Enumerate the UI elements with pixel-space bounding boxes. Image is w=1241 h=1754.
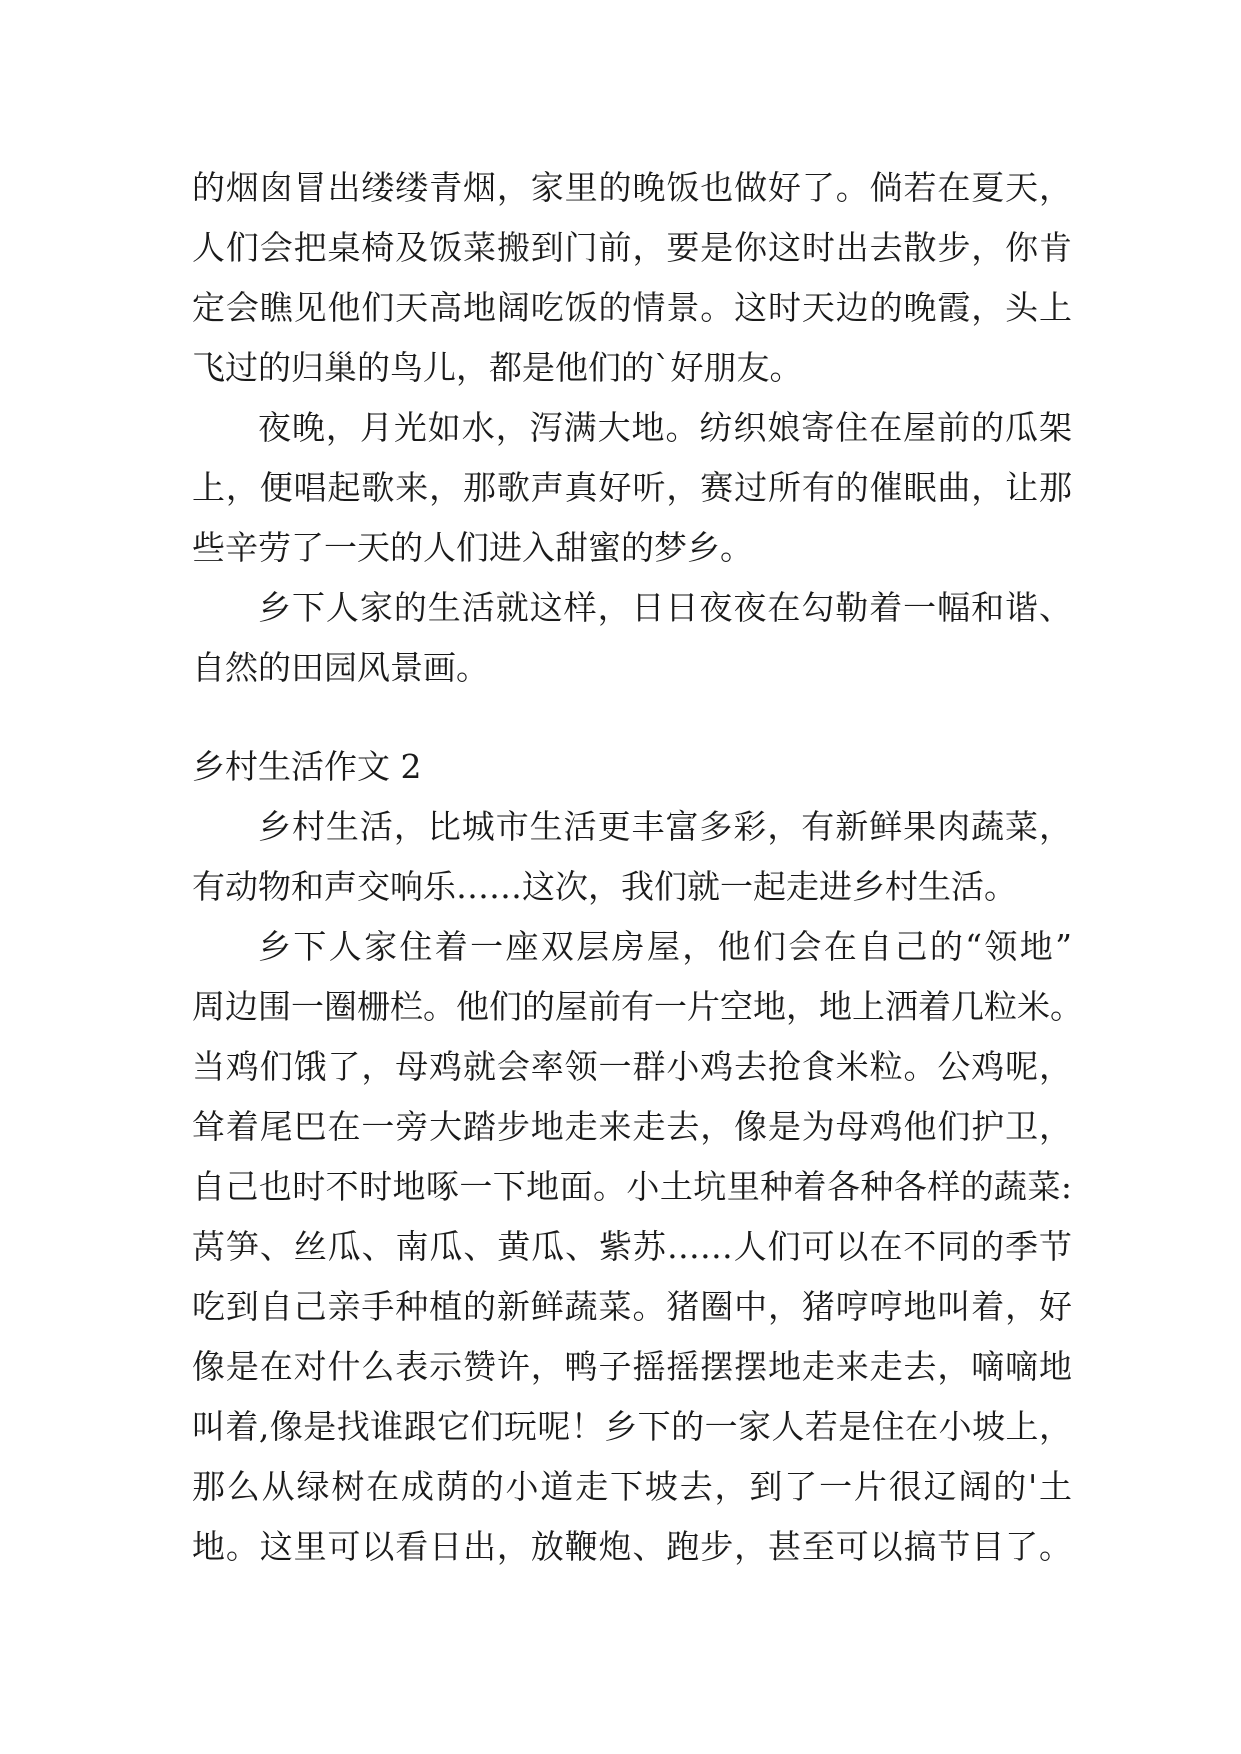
text-line: 莴笋、丝瓜、南瓜、黄瓜、紫苏……人们可以在不同的季节 xyxy=(192,1227,1072,1266)
text-line: 乡下人家住着一座双层房屋，他们会在自己的“领地” xyxy=(258,927,1072,966)
text-line: 地。这里可以看日出，放鞭炮、跑步，甚至可以搞节目了。 xyxy=(192,1527,1072,1566)
text-line: 些辛劳了一天的人们进入甜蜜的梦乡。 xyxy=(192,528,753,567)
section-title: 乡村生活作文 2 xyxy=(192,747,422,786)
text-line: 上，便唱起歌来，那歌声真好听，赛过所有的催眠曲，让那 xyxy=(192,468,1072,507)
text-line: 当鸡们饿了，母鸡就会率领一群小鸡去抢食米粒。公鸡呢， xyxy=(192,1047,1072,1086)
text-line: 叫着,像是找谁跟它们玩呢！乡下的一家人若是住在小坡上， xyxy=(192,1407,1072,1446)
text-line: 定会瞧见他们天高地阔吃饭的情景。这时天边的晚霞，头上 xyxy=(192,288,1072,327)
text-line: 有动物和声交响乐……这次，我们就一起走进乡村生活。 xyxy=(192,867,1017,906)
text-line: 那么从绿树在成荫的小道走下坡去，到了一片很辽阔的'土 xyxy=(192,1467,1072,1506)
text-line: 人们会把桌椅及饭菜搬到门前，要是你这时出去散步，你肯 xyxy=(192,228,1072,267)
text-line: 周边围一圈栅栏。他们的屋前有一片空地，地上洒着几粒米。 xyxy=(192,987,1083,1026)
text-line: 飞过的归巢的鸟儿，都是他们的`好朋友。 xyxy=(192,348,803,387)
text-line: 乡村生活，比城市生活更丰富多彩，有新鲜果肉蔬菜， xyxy=(258,807,1072,846)
text-line: 吃到自己亲手种植的新鲜蔬菜。猪圈中，猪哼哼地叫着，好 xyxy=(192,1287,1072,1326)
text-line: 夜晚，月光如水，泻满大地。纺织娘寄住在屋前的瓜架 xyxy=(258,408,1072,447)
text-line: 自己也时不时地啄一下地面。小土坑里种着各种各样的蔬菜: xyxy=(192,1167,1072,1206)
text-line: 的烟囱冒出缕缕青烟，家里的晚饭也做好了。倘若在夏天， xyxy=(192,168,1072,207)
text-line: 自然的田园风景画。 xyxy=(192,648,489,687)
text-line: 耸着尾巴在一旁大踏步地走来走去，像是为母鸡他们护卫， xyxy=(192,1107,1072,1146)
text-line: 像是在对什么表示赞许，鸭子摇摇摆摆地走来走去，嘀嘀地 xyxy=(192,1347,1072,1386)
text-line: 乡下人家的生活就这样，日日夜夜在勾勒着一幅和谐、 xyxy=(258,588,1072,627)
